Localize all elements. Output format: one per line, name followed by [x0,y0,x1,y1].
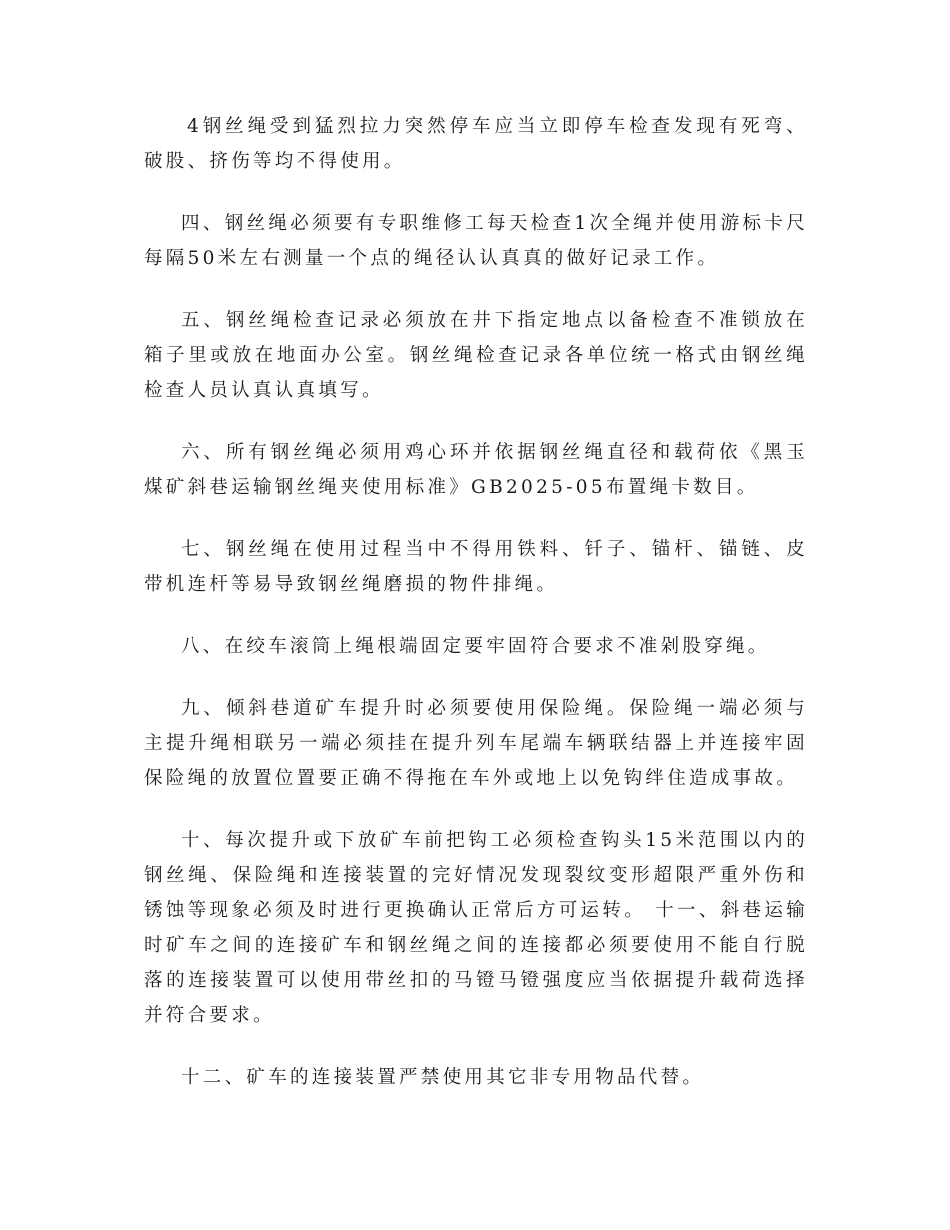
paragraph-item-8-drum-fixing: 八、在绞车滚筒上绳根端固定要牢固符合要求不准剁股穿绳。 [181,636,770,657]
paragraph-item-10-11-hook-check-connections: 十、每次提升或下放矿车前把钩工必须检查钩头15米范围以内的钢丝绳、保险绳和连接装置的完好情况发现裂纹变形超限严重外伤和锈蚀等现象必须及时进行更换确认正常后方可运转。 十一、斜巷运输时矿车之间的连接矿车和钢丝绳之间的连接都必须要使用不能自行脱落的连接装置可以使用带丝扣的马镫马镫强度应当依据提升载荷选择并符合要求。 [144,830,808,1026]
paragraph-item-6-thimble-clamps: 六、所有钢丝绳必须用鸡心环并依据钢丝绳直径和载荷依《黑玉煤矿斜巷运输钢丝绳夹使用标准》GB2025-05布置绳卡数目。 [144,442,808,498]
paragraph-wire-rope-sudden-stop: 4钢丝绳受到猛烈拉力突然停车应当立即停车检查发现有死弯、破股、挤伤等均不得使用。 [144,116,808,172]
paragraph-item-9-safety-rope: 九、倾斜巷道矿车提升时必须要使用保险绳。保险绳一端必须与主提升绳相联另一端必须挂在提升列车尾端车辆联结器上并连接牢固保险绳的放置位置要正确不得拖在车外或地上以免钩绊住造成事故。 [144,698,808,789]
paragraph-item-4-daily-inspection: 四、钢丝绳必须要有专职维修工每天检查1次全绳并使用游标卡尺每隔50米左右测量一个点的绳径认认真真的做好记录工作。 [144,213,808,269]
paragraph-item-5-inspection-records: 五、钢丝绳检查记录必须放在井下指定地点以备检查不准锁放在箱子里或放在地面办公室。钢丝绳检查记录各单位统一格式由钢丝绳检查人员认真认真填写。 [144,310,808,401]
paragraph-item-12-connection-devices: 十二、矿车的连接装置严禁使用其它非专用物品代替。 [181,1067,705,1088]
paragraph-item-7-rope-arrangement: 七、钢丝绳在使用过程当中不得用铁料、钎子、锚杆、锚链、皮带机连杆等易导致钢丝绳磨损的物件排绳。 [144,539,808,595]
document-body [144,109,808,1122]
